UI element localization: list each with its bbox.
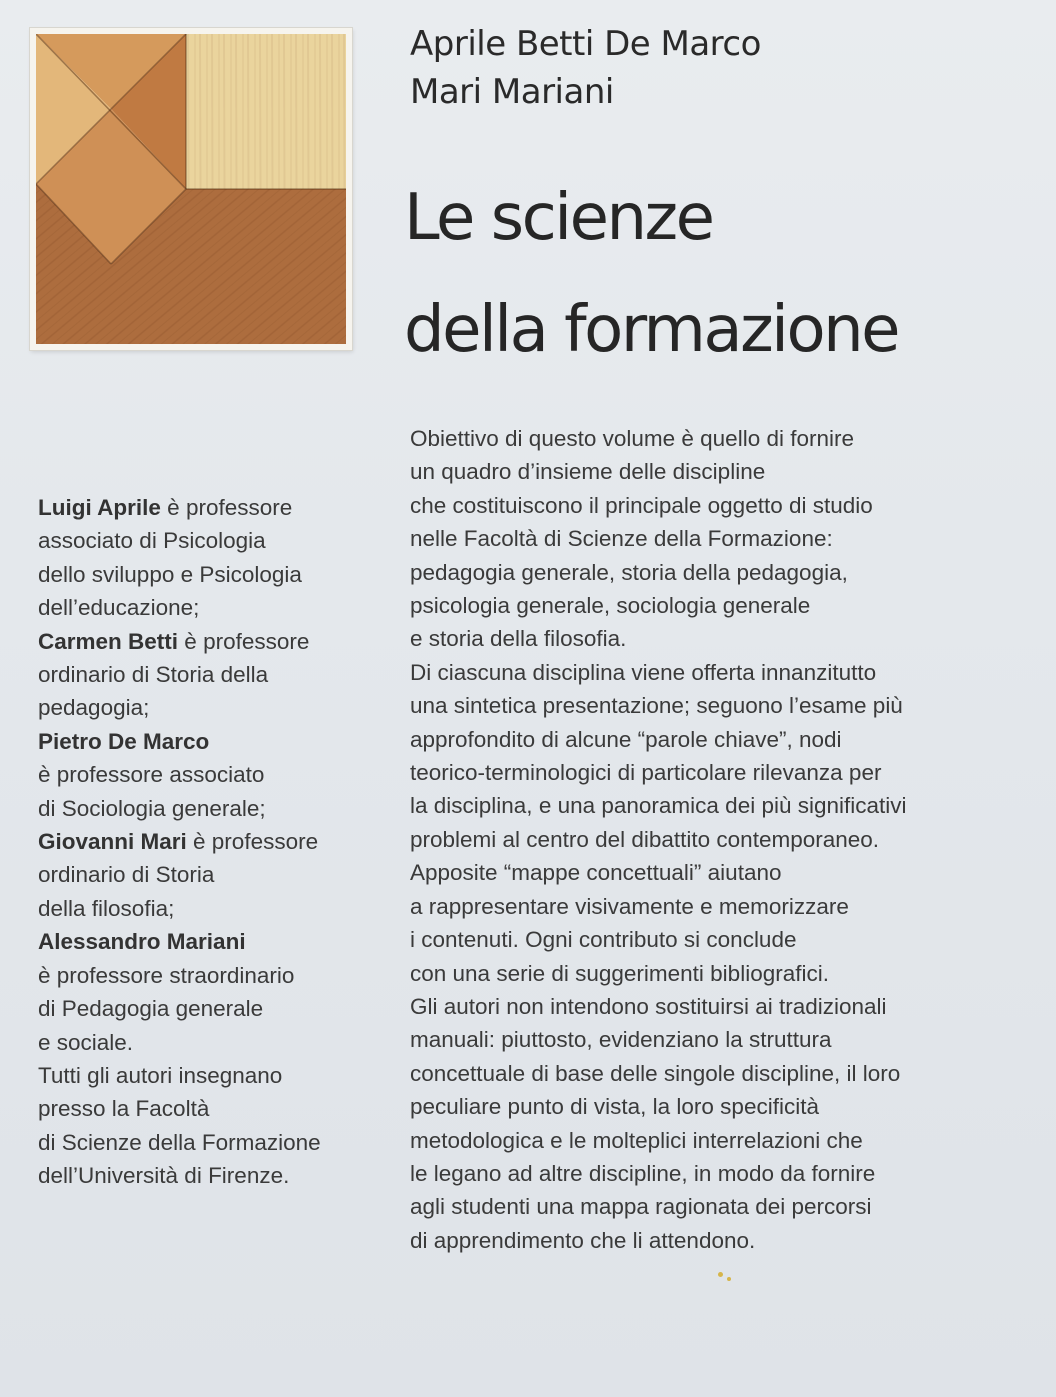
bio-line <box>38 792 398 825</box>
tangram-wood-icon <box>30 28 352 350</box>
bio-text: di Scienze della Formazione <box>38 1129 321 1155</box>
description-line: di apprendimento che li attendono. <box>410 1227 756 1253</box>
description-line: agli studenti una mappa ragionata dei percorsi <box>410 1194 872 1220</box>
description-line: nelle Facoltà di Scienze della Formazione: <box>410 526 833 552</box>
description-line: Obiettivo di questo volume è quello di fornire <box>410 426 855 451</box>
description-line: approfondito di alcune “parole chiave”, nodi <box>410 726 842 752</box>
bio-text: associato di Psicologia <box>38 528 266 554</box>
book-description <box>410 422 1030 1257</box>
bio-line <box>38 1092 398 1125</box>
description-line: le legano ad altre discipline, in modo da fornire <box>410 1160 876 1186</box>
bio-text: di Sociologia generale; <box>38 795 266 821</box>
bio-line <box>38 558 398 591</box>
description-line: una sintetica presentazione; seguono l’esame più <box>410 693 903 719</box>
bio-text: è professore <box>160 495 293 520</box>
author-name: Alessandro Mariani <box>38 929 246 955</box>
bio-line <box>38 691 398 724</box>
description-line: problemi al centro del dibattito contemporaneo. <box>410 826 880 852</box>
bio-line <box>38 892 398 925</box>
description-line: Di ciascuna disciplina viene offerta innanzitutto <box>410 659 877 685</box>
bio-line <box>38 1159 398 1192</box>
description-line: la disciplina, e una panoramica dei più significativi <box>410 793 907 819</box>
bio-text: dell’educazione; <box>38 595 200 621</box>
description-line: a rappresentare visivamente e memorizzare <box>410 893 849 919</box>
bio-line <box>38 1026 398 1059</box>
description-line: i contenuti. Ogni contributo si conclude <box>410 927 797 953</box>
author-name: Carmen Betti <box>38 628 179 654</box>
bio-text: pedagogia; <box>38 695 150 721</box>
bio-text: è professore associato <box>38 762 265 788</box>
bio-text: ordinario di Storia <box>38 862 215 888</box>
author-name: Luigi Aprile <box>38 495 161 520</box>
title-line-1: Le scienze <box>404 181 713 255</box>
book-title <box>404 162 1044 386</box>
bio-line <box>38 625 398 658</box>
description-line: un quadro d’insieme delle discipline <box>410 459 766 485</box>
bio-line <box>38 959 398 992</box>
description-line: metodologica e le molteplici interrelazioni che <box>410 1127 863 1153</box>
bio-line <box>38 858 398 891</box>
tangram-square-grain <box>186 34 346 189</box>
bio-text: della filosofia; <box>38 895 175 921</box>
bio-text: dello sviluppo e Psicologia <box>38 561 302 587</box>
description-line: e storia della filosofia. <box>410 626 627 652</box>
description-line: teorico-terminologici di particolare rilevanza per <box>410 760 882 786</box>
bio-line <box>38 725 398 758</box>
bio-line <box>38 591 398 624</box>
bio-line <box>38 825 398 858</box>
bio-line <box>38 758 398 791</box>
bio-line <box>38 992 398 1025</box>
bio-text: e sociale. <box>38 1029 134 1055</box>
description-line: peculiare punto di vista, la loro specificità <box>410 1094 819 1120</box>
bio-text: è professore <box>186 829 319 855</box>
bio-line <box>38 1126 398 1159</box>
author-line-2: Mari Mariani <box>410 72 614 112</box>
print-speck <box>718 1272 723 1277</box>
print-speck <box>727 1277 731 1281</box>
description-line: con una serie di suggerimenti bibliografici. <box>410 960 829 986</box>
author-line-1: Aprile Betti De Marco <box>410 24 761 64</box>
author-name: Pietro De Marco <box>38 728 210 754</box>
description-line: che costituiscono il principale oggetto di studio <box>410 492 873 518</box>
bio-line <box>38 1059 398 1092</box>
bio-line <box>38 658 398 691</box>
description-line: Gli autori non intendono sostituirsi ai tradizionali <box>410 993 887 1019</box>
tangram-logo-graphic <box>36 34 346 344</box>
bio-text: di Pedagogia generale <box>38 996 264 1022</box>
bio-line <box>38 925 398 958</box>
bio-text: Tutti gli autori insegnano <box>38 1062 283 1088</box>
bio-text: è professore <box>178 628 310 654</box>
bio-text: ordinario di Storia della <box>38 662 269 688</box>
author-name: Giovanni Mari <box>38 829 187 855</box>
bio-text: presso la Facoltà <box>38 1096 210 1122</box>
bio-line <box>38 491 398 524</box>
author-names <box>410 20 1010 116</box>
title-line-2: della formazione <box>404 293 899 367</box>
description-line: Apposite “mappe concettuali” aiutano <box>410 860 782 886</box>
author-bios <box>38 491 398 1193</box>
description-line: concettuale di base delle singole discipline, il loro <box>410 1060 901 1086</box>
description-line: psicologia generale, sociologia generale <box>410 593 811 619</box>
bio-line <box>38 524 398 557</box>
description-line: pedagogia generale, storia della pedagogia, <box>410 559 848 585</box>
bio-text: è professore straordinario <box>38 962 295 988</box>
description-line: manuali: piuttosto, evidenziano la struttura <box>410 1027 832 1053</box>
bio-text: dell’Università di Firenze. <box>38 1163 290 1189</box>
